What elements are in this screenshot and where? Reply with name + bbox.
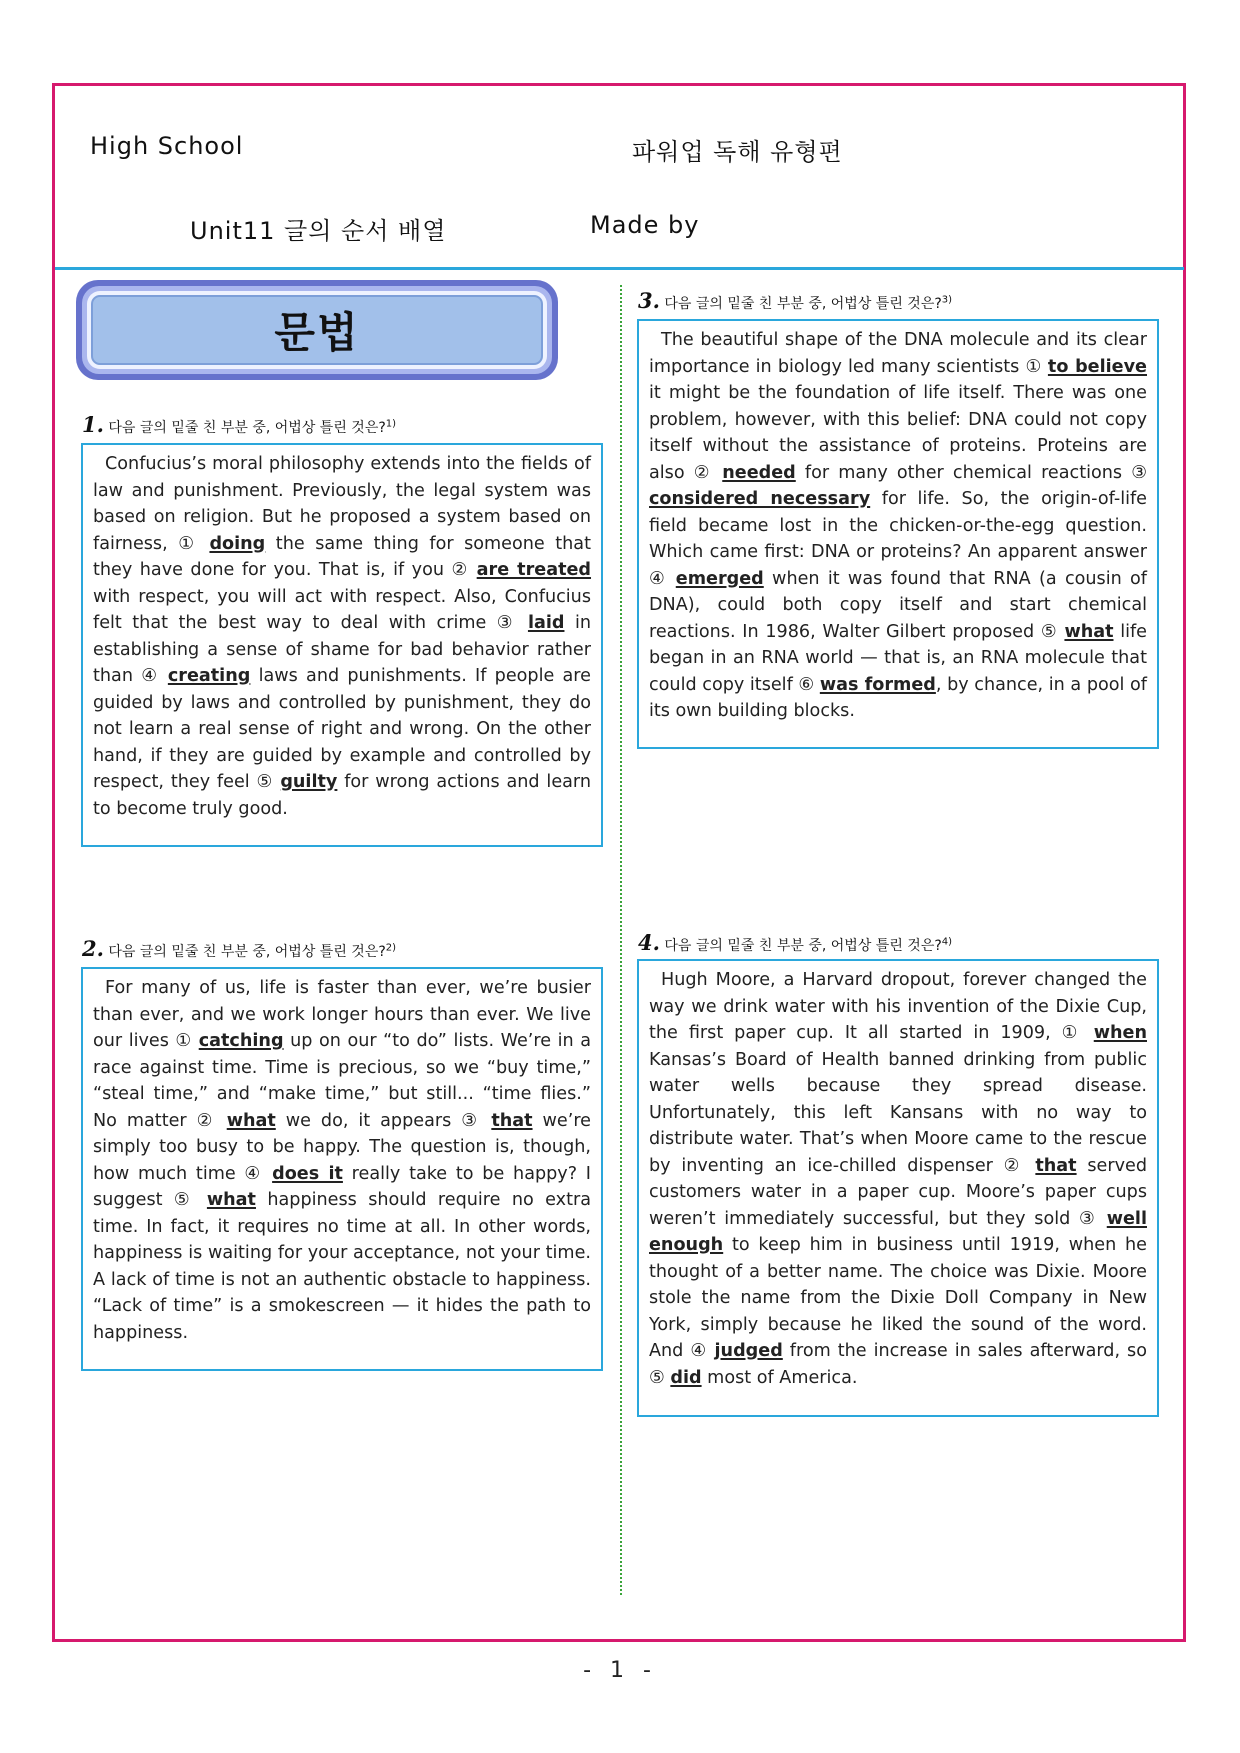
question-number: 4. — [638, 930, 660, 955]
column-divider — [620, 285, 622, 1595]
question-3-passage — [637, 319, 1159, 749]
header-school: High School — [90, 132, 244, 160]
footnote-ref: 1) — [385, 418, 397, 430]
passage-text: really take to be happy? I suggest ⑤ — [93, 1163, 591, 1210]
passage-text: in establishing a sense of shame for bad behavior rather than ④ — [93, 613, 591, 686]
passage-text: when it was found that RNA (a cousin of DNA), could both copy itself and start chemical reactions. In 1986, Walter Gilbert proposed ⑤ — [649, 568, 1147, 642]
underlined-choice: was formed — [819, 674, 936, 695]
passage-text: it might be the foundation of life itself. There was one problem, however, with this belief: DNA could not copy itself without the assistance of proteins. Proteins are also ② — [649, 383, 1147, 483]
underlined-choice: that — [491, 1110, 533, 1131]
passage-text: for life. So, the origin-of-life field became lost in the chicken-or-the-egg question. Which came first: DNA or proteins? An apparent answer ④ — [649, 489, 1147, 589]
footnote-ref: 2) — [385, 942, 397, 954]
question-3-header — [638, 288, 952, 313]
underlined-choice: when — [1093, 1023, 1147, 1043]
underlined-choice: what — [206, 1190, 256, 1210]
question-prompt: 다음 글의 밑줄 친 부분 중, 어법상 틀린 것은? — [108, 944, 386, 960]
passage-text: with respect, you will act with respect. Also, Confucius felt that the best way to deal with crime ③ — [93, 586, 591, 633]
passage-text: most of America. — [701, 1367, 858, 1388]
passage-text: we do, it appears ③ — [275, 1110, 492, 1131]
header-unit: Unit11 글의 순서 배열 — [190, 217, 447, 245]
underlined-choice: emerged — [675, 568, 764, 589]
question-number: 3. — [638, 288, 660, 313]
passage-text: laws and punishments. If people are guided by laws and controlled by punishment, they do not learn a real sense of right and wrong. On the other hand, if they are guided by example and controlled by respect, they feel ⑤ — [93, 666, 591, 792]
underlined-choice: are treated — [476, 560, 592, 580]
underlined-choice: guilty — [280, 772, 338, 792]
question-1-header — [82, 412, 396, 437]
underlined-choice: that — [1035, 1155, 1077, 1176]
section-title: 문법 — [91, 295, 543, 365]
passage-text: Confucius’s moral philosophy extends into the fields of law and punishment. Previously, the legal system was based on religion. But he proposed a system based on fairness, ① — [93, 454, 591, 554]
passage-text: for wrong actions and learn to become truly good. — [93, 772, 591, 819]
underlined-choice: considered necessary — [649, 489, 871, 509]
question-prompt: 다음 글의 밑줄 친 부분 중, 어법상 틀린 것은? — [664, 938, 942, 954]
passage-text: Kansas’s Board of Health banned drinking from public water wells because they spread disease. Unfortunately, this left Kansans with no way to distribute water. That’s when Moore came to the rescue by inventing an ice-chilled dispenser ② — [649, 1049, 1147, 1176]
underlined-choice: laid — [527, 613, 565, 633]
underlined-choice: needed — [722, 462, 796, 483]
question-1-passage — [81, 443, 603, 847]
passage-text: we’re simply too busy to be happy. The question is, though, how much time ④ — [93, 1110, 591, 1184]
passage-text: up on our “to do” lists. We’re in a race against time. Time is precious, so we “buy time,” “steal time,” and “make time,” but still... “time flies.” No matter ② — [93, 1031, 591, 1131]
page-number: - 1 - — [583, 1658, 657, 1683]
header-book-title: 파워업 독해 유형편 — [632, 138, 843, 166]
passage-text: served customers water in a paper cup. Moore’s paper cups weren’t immediately successful, but they sold ③ — [649, 1155, 1147, 1229]
section-banner — [76, 280, 558, 380]
question-prompt: 다음 글의 밑줄 친 부분 중, 어법상 틀린 것은? — [664, 296, 942, 312]
passage-text: from the increase in sales afterward, so ⑤ — [649, 1341, 1147, 1388]
question-number: 1. — [82, 412, 104, 437]
passage-text: life began in an RNA world — that is, an RNA molecule that could copy itself ⑥ — [649, 621, 1148, 695]
underlined-choice: catching — [198, 1031, 284, 1051]
underlined-choice: well enough — [649, 1208, 1147, 1255]
passage-text: , by chance, in a pool of its own building blocks. — [649, 674, 1147, 721]
question-number: 2. — [82, 936, 104, 961]
underlined-choice: creating — [167, 666, 251, 686]
passage-text: happiness should require no extra time. In fact, it requires no time at all. In other words, happiness is waiting for your acceptance, not your time. A lack of time is not an authentic obstacle to happiness. “Lack of time” is a smokescreen — it hides the path to happiness. — [93, 1190, 591, 1343]
question-4-passage — [637, 959, 1159, 1417]
underlined-choice: did — [670, 1367, 702, 1388]
question-2-passage — [81, 967, 603, 1371]
passage-text: the same thing for someone that they have done for you. That is, if you ② — [93, 533, 591, 580]
footnote-ref: 4) — [941, 936, 953, 948]
underlined-choice: what — [226, 1110, 276, 1131]
underlined-choice: what — [1064, 621, 1114, 642]
passage-text: The beautiful shape of the DNA molecule and its clear importance in biology led many scientists ① — [649, 330, 1147, 377]
underlined-choice: doing — [209, 533, 266, 554]
question-2-header — [82, 936, 396, 961]
passage-text: to keep him in business until 1919, when he thought of a better name. The choice was Dixie. Moore stole the name from the Dixie Doll Company in New York, simply because he liked the sound of the word. And ④ — [649, 1235, 1147, 1361]
question-4-header — [638, 930, 952, 955]
passage-text: For many of us, life is faster than ever, we’re busier than ever, and we work longer hours than ever. We live our lives ① — [93, 978, 591, 1051]
underlined-choice: judged — [714, 1341, 783, 1361]
question-prompt: 다음 글의 밑줄 친 부분 중, 어법상 틀린 것은? — [108, 420, 386, 436]
passage-text: for many other chemical reactions ③ — [795, 462, 1148, 483]
header-made-by: Made by — [590, 211, 700, 239]
underlined-choice: does it — [272, 1163, 343, 1184]
passage-text: Hugh Moore, a Harvard dropout, forever changed the way we drink water with his invention of the Dixie Cup, the first paper cup. It all started in 1909, ① — [649, 970, 1147, 1043]
footnote-ref: 3) — [941, 294, 953, 306]
underlined-choice: to believe — [1047, 356, 1147, 377]
header-divider — [55, 267, 1184, 270]
